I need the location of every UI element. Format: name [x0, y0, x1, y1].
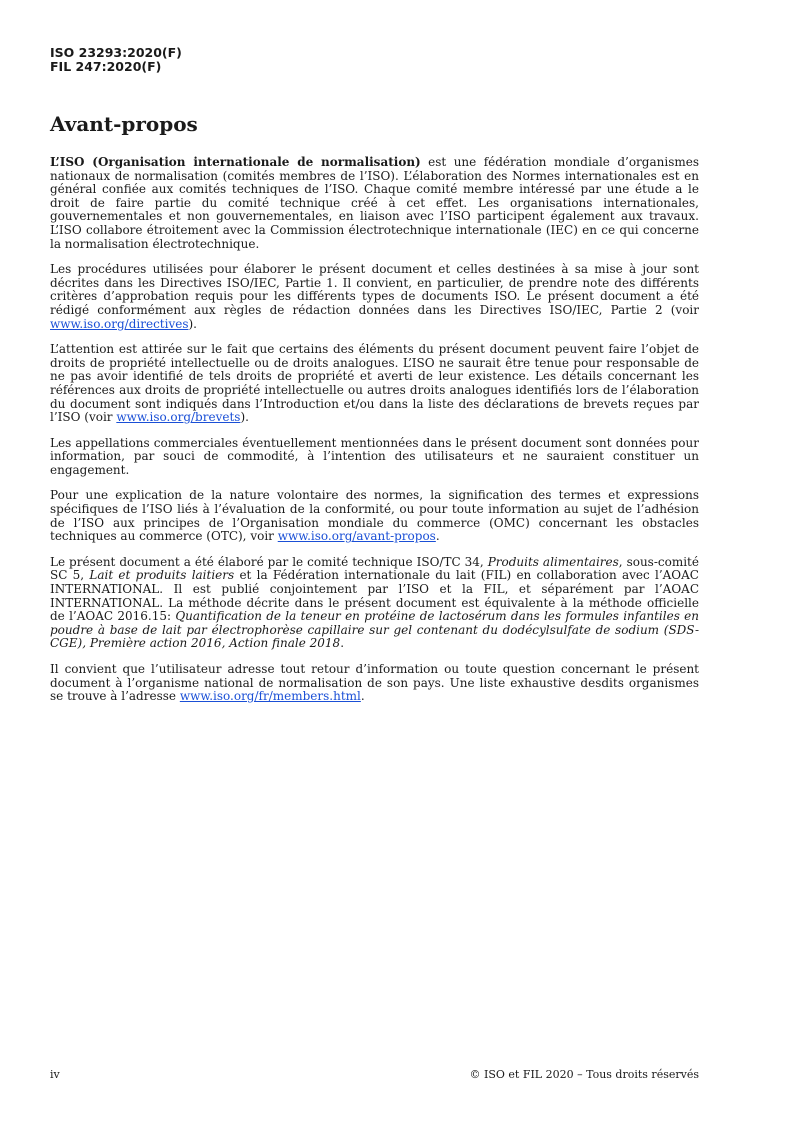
- paragraph-end: .: [360, 689, 365, 704]
- link-brevets[interactable]: www.iso.org/brevets: [116, 410, 241, 425]
- page-number: iv: [50, 1068, 60, 1081]
- link-directives[interactable]: www.iso.org/directives: [50, 316, 189, 331]
- paragraph-end: .: [435, 529, 440, 544]
- link-avant-propos[interactable]: www.iso.org/avant-propos: [277, 529, 436, 544]
- paragraph-trade-names: [50, 437, 699, 478]
- paragraph-patents: [50, 343, 699, 425]
- paragraph-text: Les appellations commerciales éventuellement mentionnées dans le présent document sont données pour information, par souci de commodité, à l’intention des utilisateurs et ne sauraient constituer un engagement.: [50, 435, 699, 477]
- paragraph-text: L’attention est attirée sur le fait que certains des éléments du présent document peuvent faire l’objet de droits de propriété intellectuelle ou de droits analogues. L’ISO ne saurait être tenue pour responsable de ne pas avoir identifié de tels droits de propriété et averti de leur existence. Les détails concernant les références aux droits de propriété intellectuelle ou autres droits analogues identifiés lors de l’élaboration du document sont indiqués dans l’Introduction et/ou dans la liste des déclarations de brevets reçues par l’ISO (voir: [50, 342, 699, 425]
- paragraph-iso-intro: [50, 156, 699, 251]
- standard-number-iso: ISO 23293:2020(F): [50, 45, 182, 60]
- paragraph-voluntary-nature: [50, 489, 699, 543]
- subcommittee-title-italic: Lait et produits laitiers: [89, 568, 235, 583]
- link-members[interactable]: www.iso.org/fr/members.html: [179, 689, 361, 704]
- paragraph-feedback: [50, 663, 699, 704]
- page-title: Avant-propos: [50, 112, 198, 136]
- paragraph-committee: [50, 556, 699, 651]
- committee-title-italic: Produits alimentaires: [487, 554, 619, 569]
- iso-name-bold: L’ISO (Organisation internationale de normalisation): [50, 155, 421, 169]
- paragraph-text: , sous-comité SC 5,: [50, 554, 699, 583]
- paragraph-procedures: [50, 263, 699, 331]
- paragraph-text: est une fédération mondiale d’organismes nationaux de normalisation (comités membres de l’ISO). L’élaboration des Normes internationales est en général confiée aux comités techniques de l’ISO. Chaque comité membre intéressé par une étude a le droit de faire partie du comité technique créé à cet effet. Les organisations internationales, gouvernementales et non gouvernementales, en liaison avec l’ISO participent également aux travaux. L’ISO collabore étroitement avec la Commission électrotechnique internationale (IEC) en ce qui concerne la normalisation électrotechnique.: [50, 155, 699, 251]
- paragraph-end: .: [340, 636, 345, 651]
- aoac-method-title-italic: Quantification de la teneur en protéine de lactosérum dans les formules infantiles en poudre à base de lait par électrophorèse capillaire sur gel contenant du dodécylsulfate de sodium (SDS-CGE), Première action 2016, Action finale 2018: [50, 609, 699, 651]
- standard-number-fil: FIL 247:2020(F): [50, 59, 162, 74]
- paragraph-end: ).: [240, 410, 249, 425]
- paragraph-end: ).: [188, 316, 197, 331]
- paragraph-text: Pour une explication de la nature volontaire des normes, la signification des termes et expressions spécifiques de l’ISO liés à l’évaluation de la conformité, ou pour toute information au sujet de l’adhésion de l’ISO aux principes de l’Organisation mondiale du commerce (OMC) concernant les obstacles techniques au commerce (OTC), voir: [50, 488, 699, 544]
- paragraph-text: Les procédures utilisées pour élaborer le présent document et celles destinées à sa mise à jour sont décrites dans les Directives ISO/IEC, Partie 1. Il convient, en particulier, de prendre note des différents critères d’approbation requis pour les différents types de documents ISO. Le présent document a été rédigé conformément aux règles de rédaction données dans les Directives ISO/IEC, Partie 2 (voir: [50, 262, 699, 317]
- paragraph-text: et la Fédération internationale du lait (FIL) en collaboration avec l’AOAC INTERNATIONAL. Il est publié conjointement par l’ISO et la FIL, et séparément par l’AOAC INTERNATIONAL. La méthode décrite dans le présent document est équivalente à la méthode officielle de l’AOAC 2016.15:: [50, 568, 699, 624]
- paragraph-text: Le présent document a été élaboré par le comité technique ISO/TC 34,: [50, 554, 488, 569]
- foreword-body: [50, 156, 699, 716]
- paragraph-text: Il convient que l’utilisateur adresse tout retour d’information ou toute question concernant le présent document à l’organisme national de normalisation de son pays. Une liste exhaustive desdits organismes se trouve à l’adresse: [50, 662, 699, 704]
- copyright-notice: © ISO et FIL 2020 – Tous droits réservés: [469, 1068, 699, 1081]
- document-header: [50, 46, 182, 74]
